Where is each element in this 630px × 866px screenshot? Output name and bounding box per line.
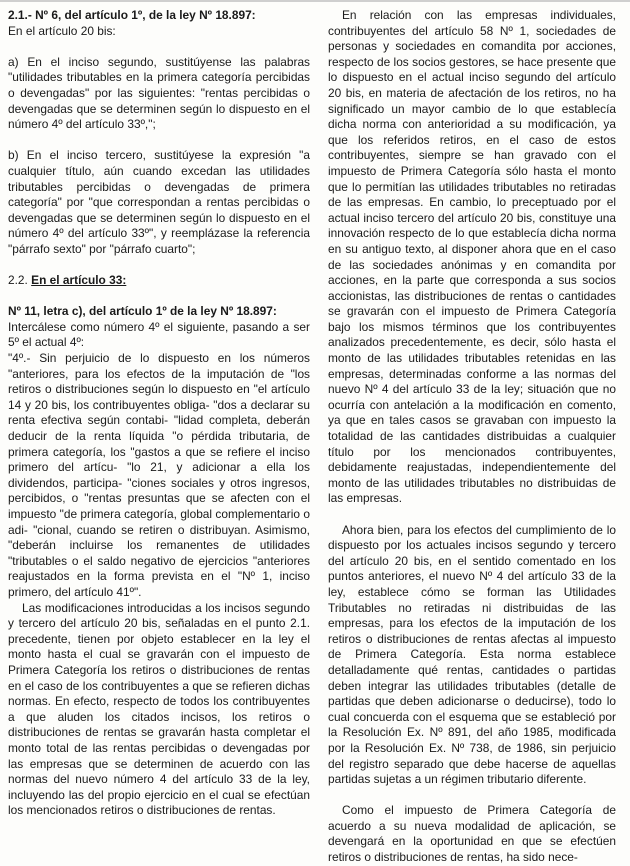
paragraph-b: b) En el inciso tercero, sustitúyese la expresión "a cualquier título, aún cuando excedan las utilidades tributables percibidas o devengadas de primera categoría" por "que correspondan a rentas percibidas o devengadas que se determinen según lo dispuesto en el número 4º del artículo 33º", y reemplázase la referencia "párrafo sexto" por "párrafo cuarto"; — [8, 148, 310, 256]
paragraph-a: a) En el inciso segundo, sustitúyense las palabras "utilidades tributables en la primera categoría percibidas o devengadas" por las siguientes: "rentas percibidas o devengadas que se determinen según lo dispuesto en el número 4º del artículo 33º,"; — [8, 54, 310, 132]
quoted-article-text: "4º.- Sin perjuicio de lo dispuesto en los números "anteriores, para los efectos de la imputación de "los retiros o distribuciones según lo dispuesto en "el artículo 14 y 20 bis, los contribuyentes obliga- "dos a declarar su renta efectiva según contabi- "lidad completa, deberán deducir de la renta líquida "o pérdida tributaria, de primera categoría, los "gastos a que se refiere el inciso primero del artícu- "lo 21, y adicionar a ella los dividendos, participa- "ciones sociales y otros ingresos, percibidos, o "rentas presuntas que se afecten con el impuesto "de primera categoría, global complementario o adi- "cional, cuando se retiren o distribuyan. Asimismo, "deberán incluirse los remanentes de utilidades "tributables o el saldo negativo de ejercicios "anteriores reajustados en la forma prevista en el "Nº 1, inciso primero, del artículo 41º". — [8, 351, 310, 599]
paragraph-como-el-impuesto: Como el impuesto de Primera Categoría de acuerdo a su nueva modalidad de aplicación, se devengará en la oportunidad en que se efectúen retiros o distribuciones de rentas, ha sido nece- — [328, 803, 616, 865]
paragraph-ahora-bien: Ahora bien, para los efectos del cumplimiento de lo dispuesto por los actuales incisos segundo y tercero del artículo 20 bis, en el sentido comentado en los puntos anteriores, el nuevo Nº 4 del artículo 33 de la ley, establece cómo se forman las Utilidades Tributables no retiradas ni distribuidas de las empresas, para los efectos de la imputación de los retiros o distribuciones de rentas afectas al impuesto de Primera Categoría. Esta norma establece detalladamente qué rentas, cantidades o partidas deben integrar las utilidades tributables (detalle de partidas que deben adicionarse o deducirse), todo lo cual concuerda con el esquema que se estableció por la Resolución Ex. Nº 891, del año 1985, modificada por la Resolución Ex. Nº 738, de 1986, sin perjuicio del registro separado que debe hacerse de aquellas partidas sujetas a un régimen tributario diferente. — [328, 522, 616, 787]
section-heading-n11: Nº 11, letra c), del artículo 1º de la ley Nº 18.897: — [8, 304, 277, 319]
section-subheading-n11: Intercálese como número 4º el siguiente, pasando a ser 5º el actual 4º: — [8, 319, 310, 350]
section-heading-2-2: 2.2. En el artículo 33: — [8, 273, 127, 288]
page-top-rule — [0, 0, 630, 2]
section-subheading: En el artículo 20 bis: — [8, 23, 116, 38]
paragraph-modifications: Las modificaciones introducidas a los incisos segundo y tercero del artículo 20 bis, señaladas en el punto 2.1. precedente, tienen por objeto establecer en la ley el monto hasta el cual se gravarán con el impuesto de Primera Categoría los retiros o distribuciones de rentas en el caso de los contribuyentes a que se refieren dichas normas. En efecto, respecto de todos los contribuyentes a que aluden los citados incisos, los retiros o distribuciones de rentas se gravarán hasta completar el monto total de las rentas percibidas o devengadas por las empresas que se determinen de acuerdo con las normas del nuevo número 4 del artículo 33 de la ley, incluyendo las del propio ejercicio en el cual se efectúan los mencionados retiros o distribuciones de rentas. — [8, 600, 310, 818]
left-column — [8, 8, 310, 819]
right-column — [328, 8, 616, 866]
section-heading-2-1: 2.1.- Nº 6, del artículo 1º, de la ley Nº 18.897: — [8, 8, 256, 22]
paragraph-individual-companies: En relación con las empresas individuales, contribuyentes del artículo 58 Nº 1, sociedades de personas y sociedades en comandita por acciones, respecto de los socios gestores, se hace presente que lo dispuesto en el actual inciso segundo del artículo 20 bis, en materia de afectación de los retiros, no ha significado un mayor cambio de lo que establecía dicha norma con anterioridad a su modificación, ya que los referidos retiros, en el caso de estos contribuyentes, siempre se han gravado con el impuesto de Primera Categoría sólo hasta el monto que lo permitían las utilidades tributables no retiradas de las empresas. En cambio, lo preceptuado por el actual inciso tercero del artículo 20 bis, constituye una innovación respecto de lo que establecía dicha norma en su antiguo texto, al disponer ahora que en el caso de las sociedades anónimas y en comandita por acciones, en la parte que corresponda a sus socios accionistas, las distribuciones de rentas o cantidades se gravarán con el impuesto de Primera Categoría bajo los mismos términos que los contribuyentes analizados precedentemente, es decir, sólo hasta el monto de las utilidades tributables retenidas en las empresas, determinadas conforme a las normas del nuevo Nº 4 del artículo 33 de la ley; situación que no ocurría con antelación a la modificación en comento, ya que en tales casos se gravaban con impuesto la totalidad de las cantidades distribuidas a cualquier título por los mencionados contribuyentes, debidamente reajustadas, independientemente del monto de las utilidades tributables no distribuidas de las empresas. — [328, 8, 616, 506]
